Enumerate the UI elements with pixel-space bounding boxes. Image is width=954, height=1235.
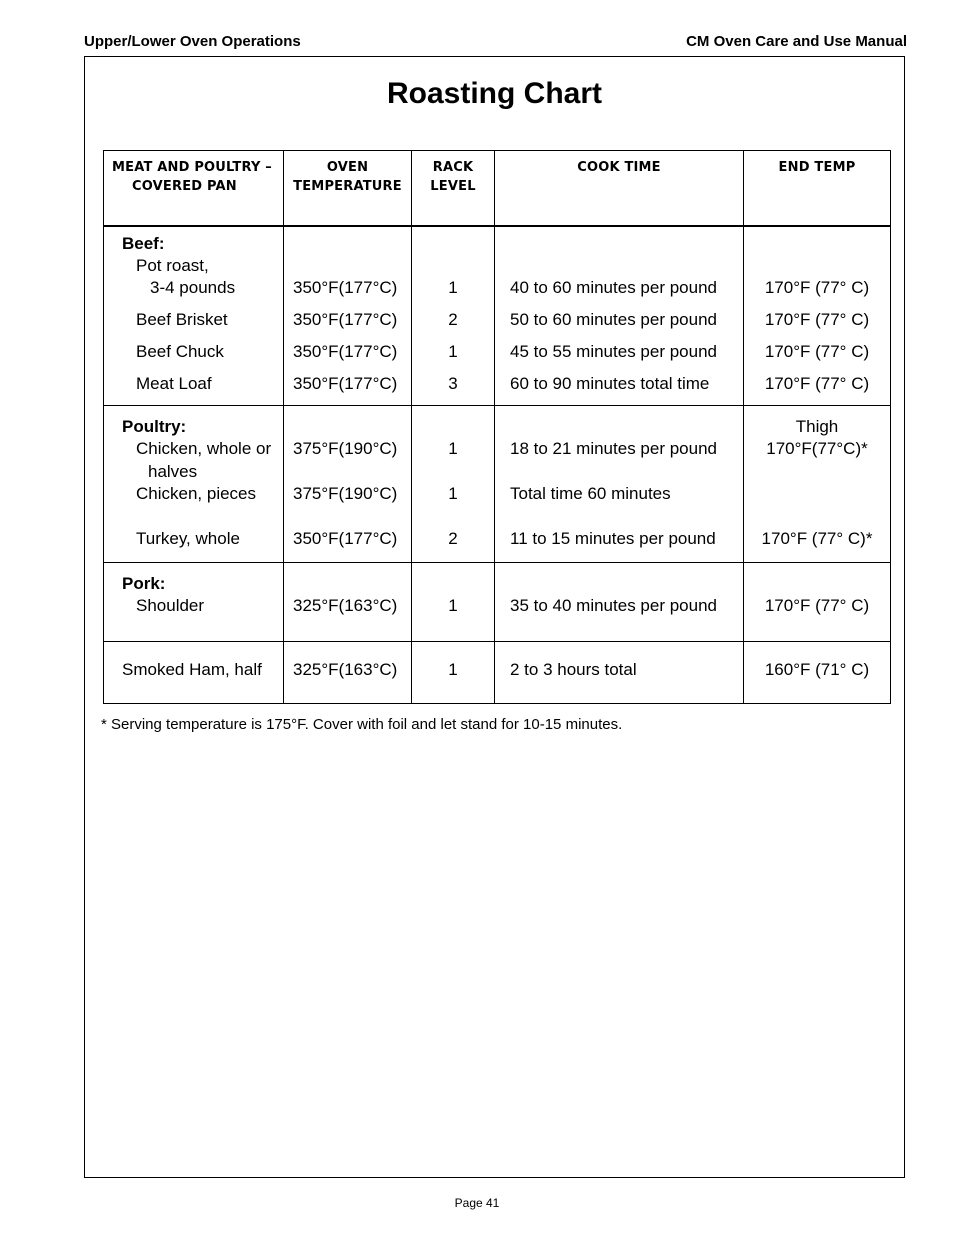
poultry-oven-cell <box>284 406 412 563</box>
table-row <box>104 226 891 406</box>
running-header-left: Upper/Lower Oven Operations <box>84 33 301 50</box>
turkey-rack: 2 <box>448 529 458 548</box>
meat-loaf-cook-time: 60 to 90 minutes total time <box>510 373 710 393</box>
shoulder-end-temp: 170°F (77° C) <box>764 596 870 615</box>
shoulder-label: Shoulder <box>136 596 205 615</box>
poultry-rack-cell <box>412 406 495 563</box>
pork-heading: Pork: <box>122 574 166 593</box>
pot-roast-weight: 3-4 pounds <box>150 277 236 297</box>
meat-loaf-rack: 3 <box>448 373 458 393</box>
smoked-ham-end-temp: 160°F (71° C) <box>764 660 870 679</box>
pot-roast-label: Pot roast, <box>136 255 209 275</box>
chicken-whole-oven-temp: 375°F(190°C) <box>293 439 398 458</box>
ham-meat-cell <box>104 642 284 704</box>
poultry-cook-cell <box>495 406 744 563</box>
chicken-whole-cook-time: 18 to 21 minutes per pound <box>510 439 717 458</box>
page-title: Roasting Chart <box>386 77 602 110</box>
pot-roast-rack: 1 <box>448 277 458 297</box>
chicken-whole-rack: 1 <box>448 439 458 458</box>
beef-cook-cell <box>495 226 744 406</box>
page-number: Page 41 <box>454 1196 500 1210</box>
smoked-ham-label: Smoked Ham, half <box>122 660 262 679</box>
table-row <box>104 563 891 642</box>
chicken-pieces-label: Chicken, pieces <box>136 484 257 503</box>
brisket-oven-temp: 350°F(177°C) <box>293 309 398 329</box>
smoked-ham-rack: 1 <box>448 660 458 679</box>
ham-oven-cell <box>284 642 412 704</box>
column-header-rack-line1: RACK <box>432 160 474 175</box>
ham-cook-cell <box>495 642 744 704</box>
beef-rack-cell <box>412 226 495 406</box>
poultry-group <box>104 406 891 563</box>
footnote: * Serving temperature is 175°F. Cover with foil and let stand for 10-15 minutes. <box>101 716 623 733</box>
turkey-cook-time: 11 to 15 minutes per pound <box>510 529 716 548</box>
pork-rack-cell <box>412 563 495 642</box>
column-header-meat-line2: COVERED PAN <box>132 179 237 194</box>
chicken-whole-end-temp-label: Thigh <box>795 417 839 436</box>
beef-heading: Beef: <box>122 233 165 253</box>
column-header-end-temp: END TEMP <box>744 151 891 226</box>
chicken-pieces-rack: 1 <box>448 484 458 503</box>
chuck-label: Beef Chuck <box>136 341 224 361</box>
chicken-whole-end-temp: 170°F(77°C)* <box>766 439 868 458</box>
brisket-rack: 2 <box>448 309 458 329</box>
column-header-cook-time: COOK TIME <box>495 151 744 226</box>
table-header-row <box>104 151 891 226</box>
brisket-label: Beef Brisket <box>136 309 228 329</box>
pork-oven-cell <box>284 563 412 642</box>
pork-cook-cell <box>495 563 744 642</box>
table-row <box>104 642 891 704</box>
table-row <box>104 406 891 563</box>
chicken-pieces-oven-temp: 375°F(190°C) <box>293 484 398 503</box>
chuck-end-temp: 170°F (77° C) <box>764 341 870 361</box>
running-header-right: CM Oven Care and Use Manual <box>686 33 907 50</box>
ham-group <box>104 642 891 704</box>
beef-group <box>104 226 891 406</box>
smoked-ham-cook-time: 2 to 3 hours total <box>510 660 637 679</box>
chicken-whole-label: Chicken, whole or <box>136 439 272 458</box>
column-header-oven-line2: TEMPERATURE <box>293 179 402 194</box>
column-header-rack <box>412 151 495 226</box>
pork-meat-cell <box>104 563 284 642</box>
page-frame <box>84 56 905 1178</box>
beef-oven-cell <box>284 226 412 406</box>
shoulder-cook-time: 35 to 40 minutes per pound <box>510 596 717 615</box>
pork-group <box>104 563 891 642</box>
pot-roast-oven-temp: 350°F(177°C) <box>293 277 398 297</box>
turkey-label: Turkey, whole <box>136 529 240 548</box>
column-header-oven-line1: OVEN <box>326 160 369 175</box>
chuck-oven-temp: 350°F(177°C) <box>293 341 398 361</box>
ham-rack-cell <box>412 642 495 704</box>
smoked-ham-oven-temp: 325°F(163°C) <box>293 660 398 679</box>
brisket-cook-time: 50 to 60 minutes per pound <box>510 309 717 329</box>
shoulder-rack: 1 <box>448 596 458 615</box>
pot-roast-cook-time: 40 to 60 minutes per pound <box>510 277 717 297</box>
chuck-cook-time: 45 to 55 minutes per pound <box>510 341 717 361</box>
meat-loaf-label: Meat Loaf <box>136 373 212 393</box>
meat-loaf-end-temp: 170°F (77° C) <box>764 373 870 393</box>
column-header-rack-line2: LEVEL <box>430 179 476 194</box>
pot-roast-end-temp: 170°F (77° C) <box>764 277 870 297</box>
column-header-meat <box>104 151 284 226</box>
roasting-chart-table <box>103 150 891 704</box>
beef-meat-cell <box>104 226 284 406</box>
poultry-end-cell <box>744 406 891 563</box>
chicken-pieces-cook-time: Total time 60 minutes <box>510 484 671 503</box>
turkey-oven-temp: 350°F(177°C) <box>293 529 398 548</box>
column-header-meat-line1: MEAT AND POULTRY – <box>112 160 272 175</box>
shoulder-oven-temp: 325°F(163°C) <box>293 596 398 615</box>
poultry-heading: Poultry: <box>122 417 187 436</box>
pork-end-cell <box>744 563 891 642</box>
turkey-end-temp: 170°F (77° C)* <box>761 529 873 548</box>
meat-loaf-oven-temp: 350°F(177°C) <box>293 373 398 393</box>
chuck-rack: 1 <box>448 341 458 361</box>
beef-end-cell <box>744 226 891 406</box>
chicken-whole-label-cont: halves <box>148 462 198 481</box>
brisket-end-temp: 170°F (77° C) <box>764 309 870 329</box>
ham-end-cell <box>744 642 891 704</box>
column-header-oven <box>284 151 412 226</box>
poultry-meat-cell <box>104 406 284 563</box>
